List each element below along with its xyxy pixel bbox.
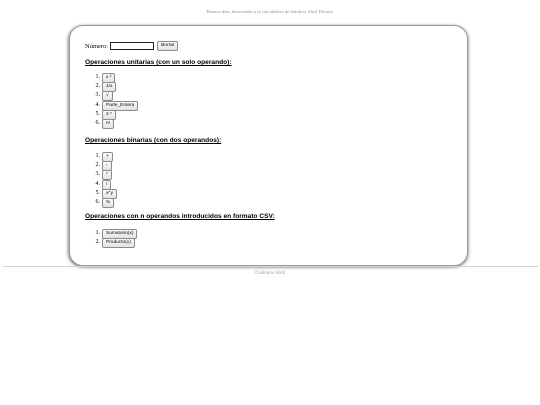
factorial-button[interactable]: n! [102,119,114,129]
product-button[interactable]: Producto(x) [102,238,135,248]
reciprocal-button[interactable]: 1/x [102,82,116,92]
sum-button[interactable]: Sumatorio(x) [102,229,137,239]
integer-part-button[interactable]: Parte_Entera [102,101,138,111]
sqrt-button[interactable]: √ [102,91,113,101]
csv-operations-heading: Operaciones con n operandos introducidos en formato CSV: [85,213,275,220]
number-label: Número: [85,42,109,50]
number-row [85,41,178,51]
subtract-button[interactable]: - [102,161,112,171]
number-input[interactable] [110,42,154,50]
square-button[interactable]: x ² [102,73,115,83]
modulo-button[interactable]: % [102,198,114,208]
footer-divider [3,266,538,267]
clear-button[interactable]: Borrar [157,41,178,51]
greeting-text: Buenos días, bienvenido a la calculadora de Salobrio Abril Palanco [206,9,334,14]
binary-operations-heading: Operaciones binarias (con dos operandos): [85,137,222,144]
calculator-panel: Número: Borrar Operaciones unitarias (con un solo operando): 1. x ² 2. 1/x 3. √ 4. Parte_Entera 5. 2 ˣ 6. n! Operaciones binarias (con dos operandos): 1. + 2. - 3. * 4. / 5. x^y 6. % Operaciones con n operandos introducidos en formato CSV: 1. Sumatorio(x) 2. Producto(x) [69,25,468,266]
unary-operations-heading: Operaciones unitarias (con un solo operando): [85,59,232,66]
divide-button[interactable]: / [102,180,111,190]
power-button[interactable]: x^y [102,189,117,199]
power-of-two-button[interactable]: 2 ˣ [102,110,116,120]
footer-text: ©Salobrio Abril [254,271,286,276]
add-button[interactable]: + [102,152,113,162]
multiply-button[interactable]: * [102,170,112,180]
